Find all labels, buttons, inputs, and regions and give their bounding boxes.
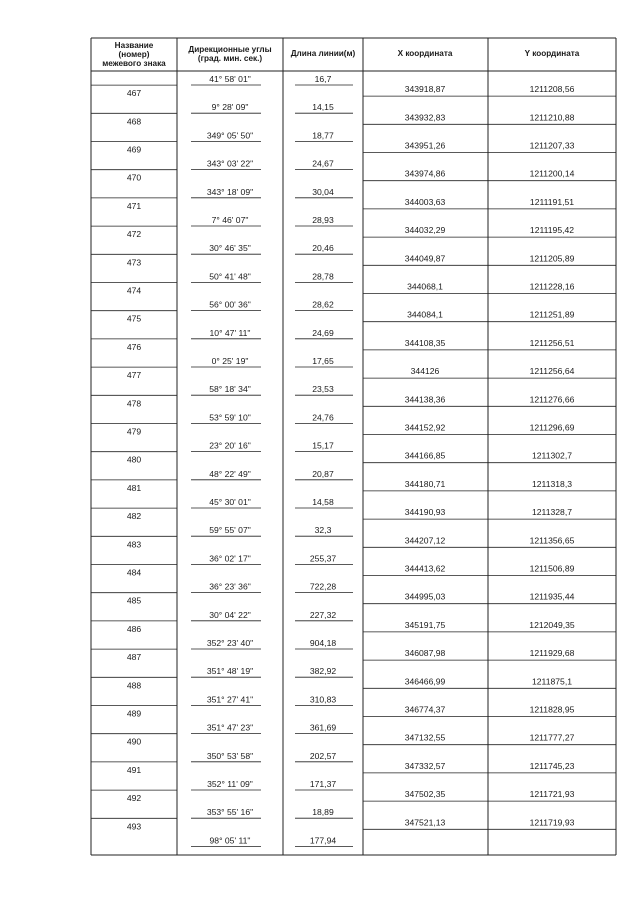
header-direction-angle: Дирекционные углы <box>188 45 272 54</box>
header-mark-number: Название <box>114 41 154 50</box>
x-coordinate-cell: 343951,26 <box>404 140 446 151</box>
mark-number-cell: 474 <box>126 285 142 296</box>
line-length-cell: 17,65 <box>312 356 334 366</box>
y-coordinate-cell: 1211302,7 <box>532 450 572 461</box>
mark-number-cell: 487 <box>126 652 142 663</box>
line-length-cell: 202,57 <box>309 750 337 761</box>
line-length-cell: 361,69 <box>309 722 337 733</box>
mark-number-cell: 477 <box>126 370 142 381</box>
direction-angle-cell: 45° 30' 01" <box>209 497 251 507</box>
mark-number-cell: 468 <box>126 116 142 127</box>
direction-angle-cell: 41° 58' 01" <box>209 74 251 84</box>
line-length-cell: 171,37 <box>309 779 337 789</box>
y-coordinate-cell: 1211777,27 <box>529 732 575 743</box>
mark-number-cell: 482 <box>126 511 142 522</box>
y-coordinate-cell: 1211256,51 <box>529 337 575 348</box>
y-coordinate-cell: 1211208,56 <box>529 84 575 95</box>
y-coordinate-cell: 1211191,51 <box>529 196 575 207</box>
x-coordinate-cell: 347332,57 <box>404 760 446 771</box>
direction-angle-cell: 0° 25' 19" <box>211 356 249 366</box>
line-length-cell: 722,28 <box>309 581 337 592</box>
mark-number-cell: 473 <box>126 257 142 268</box>
mark-number-cell: 480 <box>126 454 142 465</box>
x-coordinate-cell: 344152,92 <box>404 422 446 433</box>
direction-angle-cell: 10° 47' 11" <box>209 327 251 338</box>
x-coordinate-cell: 344138,36 <box>404 394 446 405</box>
line-length-cell: 24,69 <box>312 327 334 338</box>
x-coordinate-cell: 346774,37 <box>404 704 446 715</box>
line-length-cell: 32,3 <box>314 525 332 536</box>
line-length-cell: 15,17 <box>312 440 334 451</box>
line-length-cell: 18,89 <box>312 807 334 818</box>
direction-angle-cell: 352° 23' 40" <box>206 638 254 648</box>
direction-angle-cell: 36° 02' 17" <box>209 553 251 564</box>
mark-number-cell: 483 <box>126 539 142 550</box>
mark-number-cell: 490 <box>126 736 142 747</box>
x-coordinate-cell: 344180,71 <box>404 478 446 489</box>
y-coordinate-cell: 1211296,69 <box>529 422 575 433</box>
y-coordinate-cell: 1211195,42 <box>529 225 575 236</box>
line-length-cell: 28,93 <box>312 215 334 225</box>
line-length-cell: 24,76 <box>312 412 334 423</box>
header-y-coordinate: Y координата <box>524 49 580 58</box>
mark-number-cell: 475 <box>126 313 142 324</box>
y-coordinate-cell: 1211506,89 <box>529 563 575 574</box>
direction-angle-cell: 53° 59' 10" <box>209 412 251 423</box>
y-coordinate-cell: 1211745,23 <box>529 760 575 771</box>
y-coordinate-cell: 1211251,89 <box>529 309 575 320</box>
y-coordinate-cell: 1211929,68 <box>529 648 575 659</box>
direction-angle-cell: 56° 00' 36" <box>209 299 251 310</box>
mark-number-cell: 470 <box>126 172 142 183</box>
mark-number-cell: 481 <box>126 482 142 493</box>
x-coordinate-cell: 347502,35 <box>404 789 446 800</box>
x-coordinate-cell: 346087,98 <box>404 648 446 659</box>
line-length-cell: 20,87 <box>312 468 334 479</box>
x-coordinate-cell: 343932,83 <box>404 112 446 123</box>
mark-number-cell: 489 <box>126 708 142 719</box>
y-coordinate-cell: 1211875,1 <box>532 676 572 687</box>
x-coordinate-cell: 344207,12 <box>404 535 446 546</box>
mark-number-cell: 476 <box>126 341 142 352</box>
mark-number-cell: 485 <box>126 595 142 606</box>
y-coordinate-cell: 1211228,16 <box>529 281 575 292</box>
line-length-cell: 904,18 <box>309 638 337 648</box>
direction-angle-cell: 351° 48' 19" <box>206 666 254 677</box>
line-length-cell: 14,58 <box>312 497 334 507</box>
direction-angle-cell: 349° 05' 50" <box>206 130 254 141</box>
mark-number-cell: 472 <box>126 229 142 240</box>
x-coordinate-cell: 344068,1 <box>407 281 443 292</box>
x-coordinate-cell: 347521,13 <box>404 817 446 828</box>
y-coordinate-cell: 1211828,95 <box>529 704 575 715</box>
x-coordinate-cell: 344995,03 <box>404 591 446 602</box>
y-coordinate-cell: 1211210,88 <box>529 112 575 123</box>
direction-angle-cell: 30° 04' 22" <box>209 609 251 620</box>
mark-number-cell: 479 <box>126 426 142 437</box>
line-length-cell: 18,77 <box>312 130 334 141</box>
line-length-cell: 23,53 <box>312 384 334 395</box>
direction-angle-cell: 23° 20' 16" <box>209 440 251 451</box>
y-coordinate-cell: 1212049,35 <box>529 619 575 630</box>
line-length-cell: 14,15 <box>312 102 334 113</box>
y-coordinate-cell: 1211328,7 <box>532 507 572 518</box>
direction-angle-cell: 351° 27' 41" <box>206 694 254 705</box>
y-coordinate-cell: 1211318,3 <box>532 478 572 489</box>
x-coordinate-cell: 344413,62 <box>404 563 446 574</box>
y-coordinate-cell: 1211721,93 <box>529 789 575 800</box>
y-coordinate-cell: 1211719,93 <box>529 817 575 828</box>
line-length-cell: 310,83 <box>309 694 337 705</box>
x-coordinate-cell: 344049,87 <box>404 253 446 264</box>
y-coordinate-cell: 1211207,33 <box>529 140 575 151</box>
mark-number-cell: 488 <box>126 680 142 691</box>
x-coordinate-cell: 344190,93 <box>404 507 446 518</box>
mark-number-cell: 484 <box>126 567 142 578</box>
x-coordinate-cell: 343974,86 <box>404 168 446 179</box>
direction-angle-cell: 353° 55' 16" <box>206 807 254 818</box>
line-length-cell: 227,32 <box>309 609 337 620</box>
direction-angle-cell: 48° 22' 49" <box>209 468 251 479</box>
x-coordinate-cell: 344032,29 <box>404 225 446 236</box>
direction-angle-cell: 351° 47' 23" <box>206 722 254 733</box>
mark-number-cell: 469 <box>126 144 142 155</box>
header-mark-number: (номер) <box>118 50 150 59</box>
direction-angle-cell: 30° 46' 35" <box>209 243 251 254</box>
line-length-cell: 30,04 <box>312 186 334 197</box>
direction-angle-cell: 343° 03' 22" <box>206 158 254 169</box>
x-coordinate-cell: 344126 <box>410 366 440 377</box>
direction-angle-cell: 352° 11' 09" <box>207 779 253 789</box>
line-length-cell: 20,46 <box>312 243 334 254</box>
y-coordinate-cell: 1211276,66 <box>529 394 575 405</box>
header-line-length: Длина линии(м) <box>290 49 356 58</box>
line-length-cell: 16,7 <box>314 74 332 84</box>
line-length-cell: 28,78 <box>312 271 334 282</box>
x-coordinate-cell: 345191,75 <box>404 619 446 630</box>
direction-angle-cell: 350° 53' 58" <box>206 750 254 761</box>
direction-angle-cell: 343° 18' 09" <box>206 186 254 197</box>
mark-number-cell: 492 <box>126 793 142 804</box>
line-length-cell: 255,37 <box>309 553 337 564</box>
header-mark-number: межевого знака <box>102 59 166 68</box>
line-length-cell: 28,62 <box>312 299 334 310</box>
x-coordinate-cell: 344084,1 <box>407 309 443 320</box>
x-coordinate-cell: 346466,99 <box>404 676 446 687</box>
direction-angle-cell: 50° 41' 48" <box>209 271 251 282</box>
mark-number-cell: 471 <box>126 200 142 211</box>
direction-angle-cell: 7° 46' 07" <box>211 215 249 225</box>
mark-number-cell: 467 <box>126 88 142 99</box>
y-coordinate-cell: 1211205,89 <box>529 253 575 264</box>
header-x-coordinate: X координата <box>397 49 453 58</box>
mark-number-cell: 493 <box>126 821 142 832</box>
line-length-cell: 24,67 <box>312 158 334 169</box>
mark-number-cell: 491 <box>126 764 142 775</box>
x-coordinate-cell: 344108,35 <box>404 337 446 348</box>
mark-number-cell: 486 <box>126 623 142 634</box>
header-direction-angle: (град. мин. сек.) <box>197 54 263 63</box>
direction-angle-cell: 36° 23' 36" <box>209 581 251 592</box>
line-length-cell: 177,94 <box>309 835 337 846</box>
mark-number-cell: 478 <box>126 398 142 409</box>
y-coordinate-cell: 1211200,14 <box>529 168 575 179</box>
y-coordinate-cell: 1211256,64 <box>529 366 575 377</box>
y-coordinate-cell: 1211356,65 <box>529 535 575 546</box>
y-coordinate-cell: 1211935,44 <box>529 591 575 602</box>
x-coordinate-cell: 344003,63 <box>404 196 446 207</box>
x-coordinate-cell: 343918,87 <box>404 84 446 95</box>
direction-angle-cell: 58° 18' 34" <box>209 384 251 395</box>
direction-angle-cell: 98° 05' 11" <box>209 835 251 846</box>
direction-angle-cell: 59° 55' 07" <box>209 525 251 536</box>
line-length-cell: 382,92 <box>309 666 337 677</box>
x-coordinate-cell: 347132,55 <box>404 732 446 743</box>
direction-angle-cell: 9° 28' 09" <box>211 102 249 113</box>
x-coordinate-cell: 344166,85 <box>404 450 446 461</box>
